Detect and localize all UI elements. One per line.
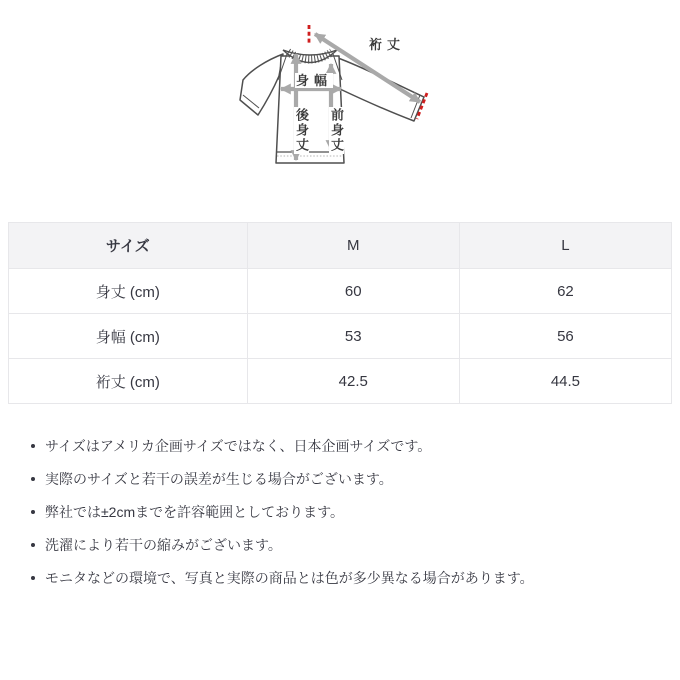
bullet-icon — [31, 477, 35, 481]
cell-value: 60 — [247, 269, 459, 314]
list-item — [30, 436, 660, 456]
cell-value: 53 — [247, 314, 459, 359]
table-row — [9, 314, 672, 359]
list-item — [30, 535, 660, 555]
size-column-header: サイズ — [9, 223, 248, 269]
table-row — [9, 359, 672, 404]
bullet-icon — [31, 510, 35, 514]
cell-value: 42.5 — [247, 359, 459, 404]
row-label: 裄丈 (cm) — [9, 359, 248, 404]
list-item — [30, 502, 660, 522]
note-text: モニタなどの環境で、写真と実際の商品とは色が多少異なる場合があります。 — [45, 570, 534, 586]
size-l-header: L — [459, 223, 671, 269]
bullet-icon — [31, 444, 35, 448]
bullet-icon — [31, 576, 35, 580]
table-row — [9, 269, 672, 314]
size-m-header: M — [247, 223, 459, 269]
size-table — [8, 222, 672, 404]
sleeve-length-label: 裄丈 — [369, 37, 406, 52]
list-item — [30, 469, 660, 489]
back-length-label: 後身丈 — [294, 108, 309, 153]
list-item — [30, 568, 660, 588]
note-text: 洗濯により若干の縮みがございます。 — [45, 537, 282, 553]
note-text: サイズはアメリカ企画サイズではなく、日本企画サイズです。 — [45, 438, 432, 454]
cell-value: 56 — [459, 314, 671, 359]
front-length-label: 前身丈 — [329, 108, 344, 153]
cell-value: 62 — [459, 269, 671, 314]
size-table-header-row — [9, 223, 672, 269]
row-label: 身丈 (cm) — [9, 269, 248, 314]
size-notes-list — [30, 436, 660, 588]
garment-measurement-diagram — [225, 18, 455, 170]
bullet-icon — [31, 543, 35, 547]
note-text: 弊社では±2cmまでを許容範囲としております。 — [45, 504, 345, 520]
cell-value: 44.5 — [459, 359, 671, 404]
row-label: 身幅 (cm) — [9, 314, 248, 359]
note-text: 実際のサイズと若干の誤差が生じる場合がございます。 — [45, 471, 393, 487]
body-width-label: 身幅 — [296, 73, 333, 88]
